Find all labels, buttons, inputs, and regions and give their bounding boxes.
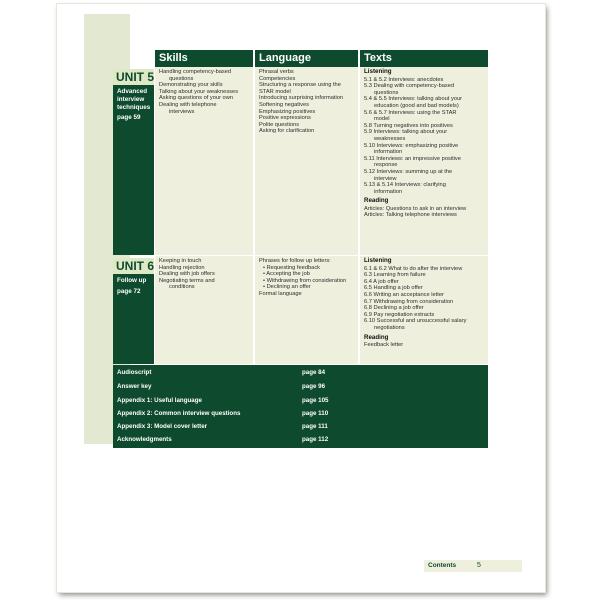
unit5-language-item: Asking for clarification: [259, 128, 315, 135]
unit5-language-item: Competencies: [259, 75, 296, 82]
unit5-page: page 59: [117, 114, 141, 122]
footer-page-number: 5: [477, 562, 481, 569]
unit6-listening-item: 6.7 Withdrawing from consideration: [364, 298, 454, 305]
unit5-language-item: Positive expressions: [259, 115, 311, 122]
unit6-skills: [155, 256, 253, 364]
unit5-texts: [360, 67, 488, 255]
unit5-listening-item: 5.6 & 5.7 Interviews: using the STAR: [364, 109, 457, 116]
unit5-listening-item: 5.3 Dealing with competency-based: [364, 83, 455, 90]
unit5-label: UNIT 5: [113, 69, 154, 85]
back-matter-page-appendix-3[interactable]: page 111: [302, 423, 328, 430]
unit5-listening-item: 5.10 Interviews: emphasizing positive: [364, 142, 459, 149]
unit6-listening-item: negotiations: [374, 324, 405, 331]
unit5-reading-item: Articles: Questions to ask in an interview: [364, 205, 467, 212]
back-matter-page-appendix-1[interactable]: page 105: [302, 397, 329, 404]
unit6-skills-item: Keeping in touch: [159, 258, 202, 264]
back-matter-label-acknowledgments[interactable]: Acknowledgments: [117, 436, 172, 443]
unit5-listening-item: 5.1 & 5.2 Interviews: anecdotes: [364, 76, 444, 83]
unit5-skills-item: Talking about your weaknesses: [159, 88, 239, 95]
unit6-skills-item: Negotiating terms and: [159, 277, 215, 284]
unit5-language-item: Structuring a response using the: [259, 82, 341, 89]
unit6-label: UNIT 6: [113, 258, 154, 274]
unit6-listening-item: 6.9 Pay negotiation extracts: [364, 311, 435, 318]
unit5-listening-item: questions: [374, 89, 399, 96]
unit6-skills-item: Dealing with job offers: [159, 271, 215, 278]
unit6-listening-heading: Listening: [364, 257, 392, 264]
unit6-listening-item: 6.5 Handling a job offer: [364, 285, 423, 292]
unit6-skills-item: Handling rejection: [159, 264, 205, 271]
back-matter-page-appendix-2[interactable]: page 110: [302, 410, 329, 417]
footer-contents-label: Contents: [428, 562, 457, 569]
unit5-skills-item: Asking questions of your own: [159, 95, 233, 102]
unit6-listening-item: 6.4 A job offer: [364, 278, 399, 285]
back-matter-label-appendix-2[interactable]: Appendix 2: Common interview questions: [117, 410, 241, 417]
unit5-language-item: Emphasizing positives: [259, 108, 316, 115]
unit6-language-item: Formal language: [259, 290, 302, 297]
unit5-skills-list: [159, 69, 251, 115]
unit6-language-item: Phrases for follow up letters:: [259, 258, 331, 264]
unit5-listening-heading: Listening: [364, 68, 392, 75]
unit5-title: Advanced interview techniques: [117, 88, 151, 111]
unit5-language-item: Introducing surprising information: [259, 95, 344, 102]
unit5-language-item: Polite questions: [259, 121, 300, 128]
unit5-skills-item: Handling competency-based: [159, 69, 232, 75]
unit5-reading-list: [364, 206, 486, 219]
unit5-listening-list: [364, 77, 486, 196]
back-matter-label-audioscript[interactable]: Audioscript: [117, 369, 152, 376]
unit6-skills-list: [159, 258, 251, 291]
back-matter-label-appendix-1[interactable]: Appendix 1: Useful language: [117, 397, 202, 404]
unit6-language-list: [259, 258, 356, 298]
unit5-reading-heading: Reading: [364, 197, 389, 205]
unit6-skills-item: conditions: [169, 284, 195, 291]
unit5-listening-item: response: [374, 162, 398, 169]
unit6-listening-item: 6.10 Successful and unsuccessful salary: [364, 318, 467, 325]
back-matter-label-appendix-3[interactable]: Appendix 3: Model cover letter: [117, 423, 208, 430]
unit5-language-item: Phrasal verbs: [259, 69, 294, 75]
unit6-language-item: • Requesting feedback: [263, 264, 321, 271]
unit6-listening-item: 6.3 Learning from failure: [364, 272, 426, 279]
unit6-reading-item: Feedback letter: [364, 342, 404, 349]
unit5-skills-item: questions: [169, 75, 194, 82]
back-matter-label-answer-key[interactable]: Answer key: [117, 383, 152, 390]
back-matter-page-acknowledgments[interactable]: page 112: [302, 436, 329, 443]
unit5-skills-item: Demonstrating your skills: [159, 82, 223, 89]
unit5-listening-item: information: [374, 188, 403, 195]
unit5-listening-item: weaknesses: [374, 135, 406, 142]
unit6-language-item: • Withdrawing from consideration: [263, 277, 347, 284]
unit5-skills-item: interviews: [169, 108, 195, 115]
unit5-listening-item: model: [374, 116, 390, 123]
header-language: Language: [255, 50, 358, 67]
unit6-reading-heading: Reading: [364, 333, 389, 341]
header-skills: Skills: [155, 50, 253, 67]
unit6-listening-item: 6.8 Declining a job offer: [364, 305, 424, 312]
unit6-listening-list: [364, 266, 486, 332]
unit6-reading-list: [364, 342, 486, 349]
unit5-listening-item: education (good and bad models): [374, 102, 459, 109]
unit6-listening-item: 6.6 Writing an acceptance letter: [364, 291, 444, 298]
unit5-listening-item: 5.13 & 5.14 Interviews: clarifying: [364, 182, 446, 189]
unit5-panel[interactable]: [113, 85, 154, 255]
unit5-listening-item: information: [374, 149, 403, 156]
back-matter-page-answer-key[interactable]: page 96: [302, 383, 326, 390]
unit6-language-item: • Accepting the job: [263, 271, 310, 278]
unit5-language-item: STAR model: [259, 88, 291, 95]
unit6-language: [255, 256, 358, 364]
header-texts: Texts: [360, 50, 488, 67]
unit5-listening-item: interview: [374, 175, 397, 182]
unit6-panel[interactable]: [113, 274, 154, 364]
unit5-language-item: Softening negatives: [259, 101, 309, 108]
unit6-title: Follow up: [117, 277, 147, 284]
unit5-skills: [155, 67, 253, 255]
unit5-listening-item: 5.9 Interviews: talking about your: [364, 129, 448, 136]
unit5-language-list: [259, 69, 356, 135]
unit5-listening-item: 5.8 Turning negatives into positives: [364, 122, 453, 129]
unit6-texts: [360, 256, 488, 364]
unit5-language: [255, 67, 358, 255]
unit5-listening-item: 5.11 Interviews: an impressive positive: [364, 155, 461, 162]
back-matter-page-audioscript[interactable]: page 84: [302, 369, 326, 376]
unit5-skills-item: Dealing with telephone: [159, 101, 217, 108]
unit5-listening-item: 5.12 Interviews: summing up at the: [364, 168, 453, 175]
unit5-listening-item: 5.4 & 5.5 Interviews: talking about your: [364, 96, 463, 103]
unit6-language-item: • Declining an offer: [263, 284, 311, 291]
unit6-page: page 72: [117, 287, 141, 295]
unit5-reading-item: Articles: Talking telephone interviews: [364, 212, 457, 219]
unit6-listening-item: 6.1 & 6.2 What to do after the interview: [364, 265, 463, 272]
